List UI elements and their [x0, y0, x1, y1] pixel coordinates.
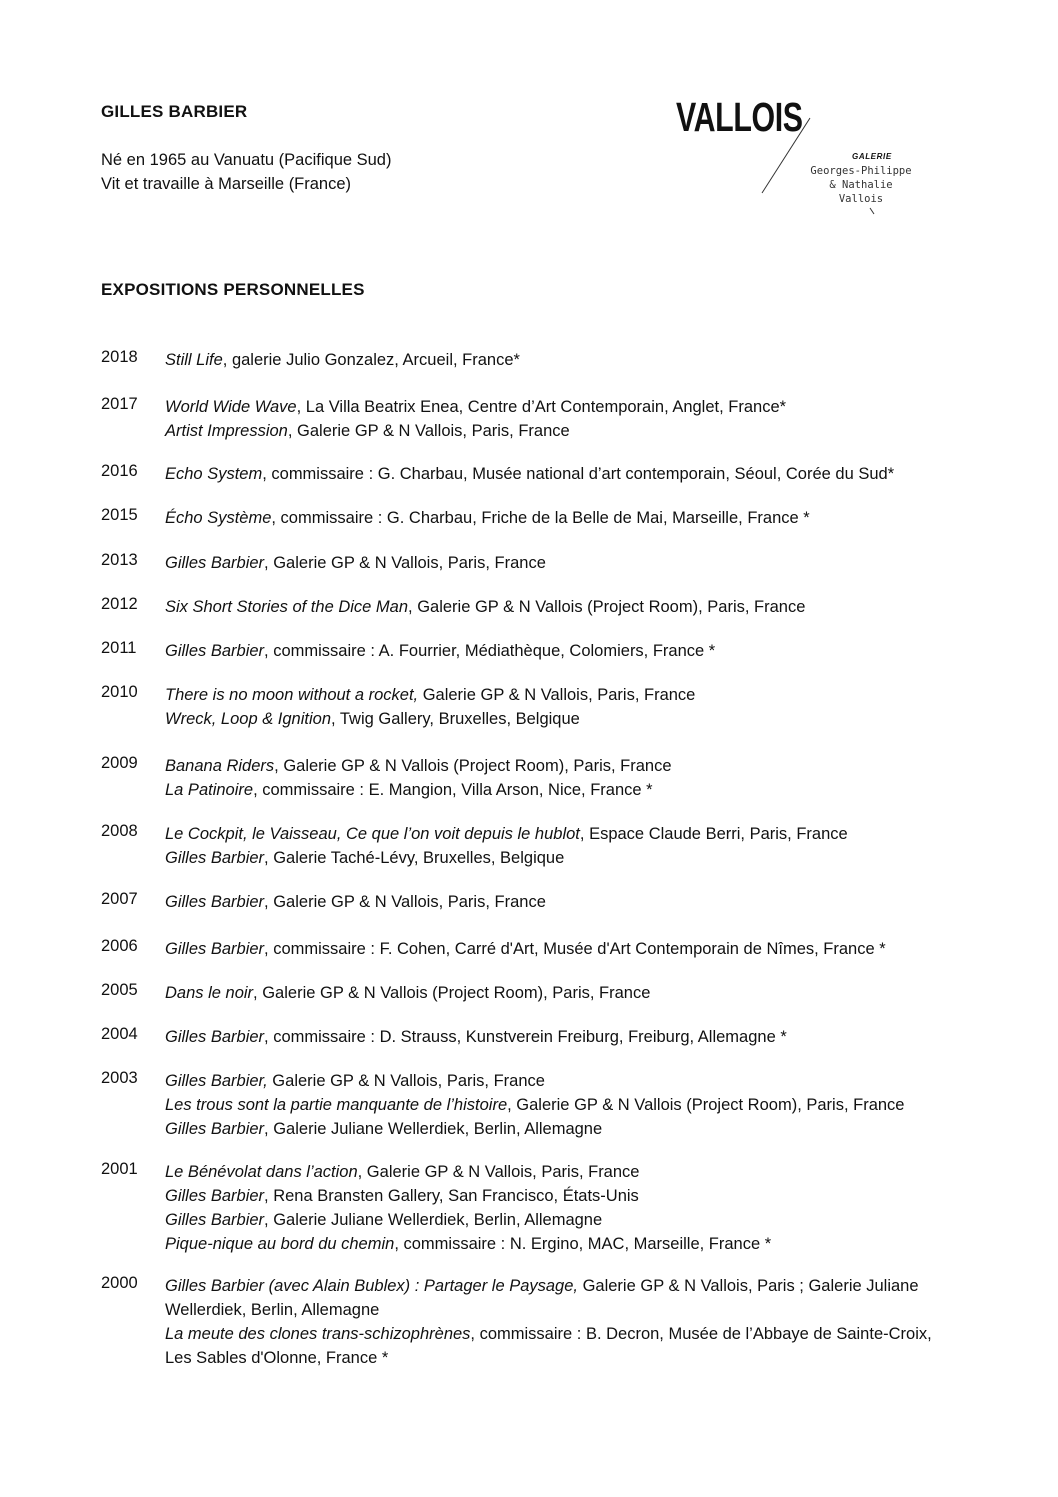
- exhibition-line: [165, 846, 1031, 870]
- exhibition-line: [165, 419, 1031, 443]
- exhibition-details: , La Villa Beatrix Enea, Centre d’Art Contemporain, Anglet, France*: [296, 398, 787, 416]
- logo-line: & Nathalie: [829, 179, 893, 191]
- exhibition-lines: [165, 551, 1031, 575]
- exhibition-details: Galerie GP & N Vallois, Paris, France: [418, 686, 696, 704]
- exhibition-title: Banana Riders: [165, 757, 275, 775]
- exhibition-lines: [165, 754, 1031, 802]
- exhibition-details: , commissaire : F. Cohen, Carré d'Art, Musée d'Art Contemporain de Nîmes, France *: [264, 940, 886, 958]
- exhibition-lines: [165, 937, 1031, 961]
- logo-galerie-label: GALERIE: [852, 152, 892, 161]
- exhibition-line: [165, 1274, 1031, 1298]
- exhibition-year: 2013: [101, 551, 138, 569]
- exhibition-title: Artist Impression: [165, 422, 288, 440]
- exhibition-title: Gilles Barbier: [165, 1211, 265, 1229]
- exhibition-lines: [165, 1069, 1031, 1141]
- exhibition-title: Les trous sont la partie manquante de l’histoire: [165, 1096, 508, 1114]
- exhibition-line: [165, 683, 1031, 707]
- exhibition-details: Galerie GP & N Vallois, Paris ; Galerie Juliane: [578, 1277, 919, 1295]
- exhibition-details: , commissaire : N. Ergino, MAC, Marseille, France *: [394, 1235, 772, 1253]
- exhibition-title: Écho Système: [165, 509, 272, 527]
- exhibition-line: [165, 1346, 1031, 1370]
- exhibition-line: [165, 551, 1031, 575]
- exhibition-details: , Galerie GP & N Vallois, Paris, France: [264, 893, 546, 911]
- exhibition-year: 2001: [101, 1160, 138, 1178]
- exhibition-details: , Galerie GP & N Vallois (Project Room), Paris, France: [408, 598, 806, 616]
- exhibition-title: Gilles Barbier: [165, 1120, 265, 1138]
- exhibition-line: [165, 1160, 1031, 1184]
- exhibition-title: There is no moon without a rocket,: [165, 686, 419, 704]
- exhibition-line: [165, 639, 1031, 663]
- exhibition-lines: [165, 683, 1031, 731]
- exhibition-title: Gilles Barbier: [165, 893, 265, 911]
- exhibition-line: [165, 1093, 1031, 1117]
- residence-info: Vit et travaille à Marseille (France): [101, 175, 352, 193]
- exhibition-line: [165, 778, 1031, 802]
- section-title: EXPOSITIONS PERSONNELLES: [101, 280, 365, 299]
- exhibition-line: [165, 1025, 1031, 1049]
- exhibition-year: 2012: [101, 595, 138, 613]
- exhibition-line: [165, 462, 1031, 486]
- exhibition-details: Galerie GP & N Vallois, Paris, France: [267, 1072, 545, 1090]
- exhibition-details: , Galerie GP & N Vallois (Project Room), Paris, France: [507, 1096, 905, 1114]
- exhibition-details: , Galerie Taché-Lévy, Bruxelles, Belgique: [264, 849, 565, 867]
- exhibition-line: [165, 707, 1031, 731]
- exhibition-lines: [165, 506, 1031, 530]
- exhibition-line: [165, 1232, 1031, 1256]
- exhibition-details: , commissaire : B. Decron, Musée de l’Abbaye de Sainte-Croix,: [470, 1325, 932, 1343]
- exhibition-line: [165, 822, 1031, 846]
- exhibition-year: 2008: [101, 822, 138, 840]
- exhibition-line: [165, 981, 1031, 1005]
- exhibition-year: 2016: [101, 462, 138, 480]
- exhibition-title: Still Life: [165, 351, 223, 369]
- exhibition-details: , Galerie GP & N Vallois (Project Room), Paris, France: [253, 984, 651, 1002]
- exhibition-details: , commissaire : D. Strauss, Kunstverein Freiburg, Freiburg, Allemagne *: [264, 1028, 787, 1046]
- exhibition-year: 2000: [101, 1274, 138, 1292]
- exhibition-title: Gilles Barbier: [165, 642, 265, 660]
- exhibition-details: , Galerie Juliane Wellerdiek, Berlin, Allemagne: [264, 1211, 603, 1229]
- exhibition-lines: [165, 1160, 1031, 1256]
- gallery-logo: [676, 92, 912, 222]
- exhibition-year: 2017: [101, 395, 138, 413]
- exhibition-title: La Patinoire: [165, 781, 254, 799]
- logo-wordmark: VALLOIS: [676, 94, 803, 140]
- exhibition-year: 2018: [101, 348, 138, 366]
- exhibition-details: , Espace Claude Berri, Paris, France: [579, 825, 848, 843]
- exhibition-lines: [165, 395, 1031, 443]
- exhibition-title: Le Cockpit, le Vaisseau, Ce que l’on voit depuis le hublot: [165, 825, 580, 843]
- exhibition-lines: [165, 1025, 1031, 1049]
- exhibition-details: , galerie Julio Gonzalez, Arcueil, France*: [222, 351, 520, 369]
- exhibition-lines: [165, 822, 1031, 870]
- exhibition-year: 2011: [101, 639, 137, 657]
- exhibition-details: , Galerie Juliane Wellerdiek, Berlin, Allemagne: [264, 1120, 603, 1138]
- exhibition-year: 2007: [101, 890, 138, 908]
- exhibition-line: [165, 754, 1031, 778]
- exhibition-lines: [165, 462, 1031, 486]
- exhibition-year: 2006: [101, 937, 138, 955]
- exhibition-details: Wellerdiek, Berlin, Allemagne: [165, 1301, 380, 1319]
- exhibition-title: Gilles Barbier: [165, 940, 265, 958]
- exhibition-details: , commissaire : E. Mangion, Villa Arson, Nice, France *: [253, 781, 653, 799]
- exhibition-title: Gilles Barbier: [165, 1028, 265, 1046]
- exhibition-title: World Wide Wave: [165, 398, 297, 416]
- exhibition-line: [165, 348, 1031, 372]
- exhibition-details: , commissaire : G. Charbau, Friche de la Belle de Mai, Marseille, France *: [271, 509, 810, 527]
- exhibition-year: 2010: [101, 683, 138, 701]
- exhibition-lines: [165, 348, 1031, 372]
- exhibition-line: [165, 937, 1031, 961]
- exhibition-line: [165, 1069, 1031, 1093]
- exhibition-title: Gilles Barbier,: [165, 1072, 268, 1090]
- exhibition-details: Les Sables d'Olonne, France *: [165, 1349, 389, 1367]
- exhibition-lines: [165, 981, 1031, 1005]
- exhibition-lines: [165, 595, 1031, 619]
- exhibition-line: [165, 506, 1031, 530]
- exhibition-details: , Galerie GP & N Vallois (Project Room), Paris, France: [274, 757, 672, 775]
- exhibition-details: , Twig Gallery, Bruxelles, Belgique: [331, 710, 580, 728]
- exhibition-line: [165, 1208, 1031, 1232]
- exhibition-details: , commissaire : A. Fourrier, Médiathèque, Colomiers, France *: [264, 642, 716, 660]
- exhibition-title: Gilles Barbier: [165, 849, 265, 867]
- exhibition-title: La meute des clones trans-schizophrènes: [165, 1325, 471, 1343]
- exhibition-details: , Galerie GP & N Vallois, Paris, France: [357, 1163, 640, 1181]
- exhibition-line: [165, 1117, 1031, 1141]
- logo-subtitle: [806, 164, 916, 206]
- exhibition-details: , commissaire : G. Charbau, Musée national d’art contemporain, Séoul, Corée du Sud*: [262, 465, 895, 483]
- exhibition-lines: [165, 639, 1031, 663]
- exhibition-details: , Galerie GP & N Vallois, Paris, France: [264, 554, 546, 572]
- exhibition-title: Pique-nique au bord du chemin: [165, 1235, 395, 1253]
- logo-line: Vallois: [838, 193, 884, 205]
- exhibition-line: [165, 890, 1031, 914]
- exhibition-details: , Galerie GP & N Vallois, Paris, France: [287, 422, 570, 440]
- exhibition-title: Gilles Barbier (avec Alain Bublex) : Partager le Paysage,: [165, 1277, 578, 1295]
- exhibition-lines: [165, 890, 1031, 914]
- exhibition-line: [165, 595, 1031, 619]
- exhibition-details: , Rena Bransten Gallery, San Francisco, États-Unis: [264, 1187, 639, 1205]
- exhibition-title: Wreck, Loop & Ignition: [165, 710, 331, 728]
- birth-info: Né en 1965 au Vanuatu (Pacifique Sud): [101, 151, 392, 169]
- exhibition-year: 2004: [101, 1025, 138, 1043]
- exhibition-title: Echo System: [165, 465, 263, 483]
- exhibition-title: Le Bénévolat dans l’action: [165, 1163, 358, 1181]
- artist-bio: [101, 148, 391, 196]
- exhibition-title: Gilles Barbier: [165, 554, 265, 572]
- logo-line: Georges-Philippe: [810, 165, 912, 177]
- exhibition-year: 2009: [101, 754, 138, 772]
- exhibition-year: 2005: [101, 981, 138, 999]
- exhibition-year: 2015: [101, 506, 138, 524]
- exhibition-lines: [165, 1274, 1031, 1370]
- exhibition-line: [165, 1184, 1031, 1208]
- exhibition-line: [165, 1322, 1031, 1346]
- artist-name: GILLES BARBIER: [101, 102, 248, 121]
- exhibition-title: Gilles Barbier: [165, 1187, 265, 1205]
- exhibition-line: [165, 395, 1031, 419]
- exhibition-title: Six Short Stories of the Dice Man: [165, 598, 409, 616]
- exhibition-year: 2003: [101, 1069, 138, 1087]
- exhibition-title: Dans le noir: [165, 984, 254, 1002]
- exhibition-line: [165, 1298, 1031, 1322]
